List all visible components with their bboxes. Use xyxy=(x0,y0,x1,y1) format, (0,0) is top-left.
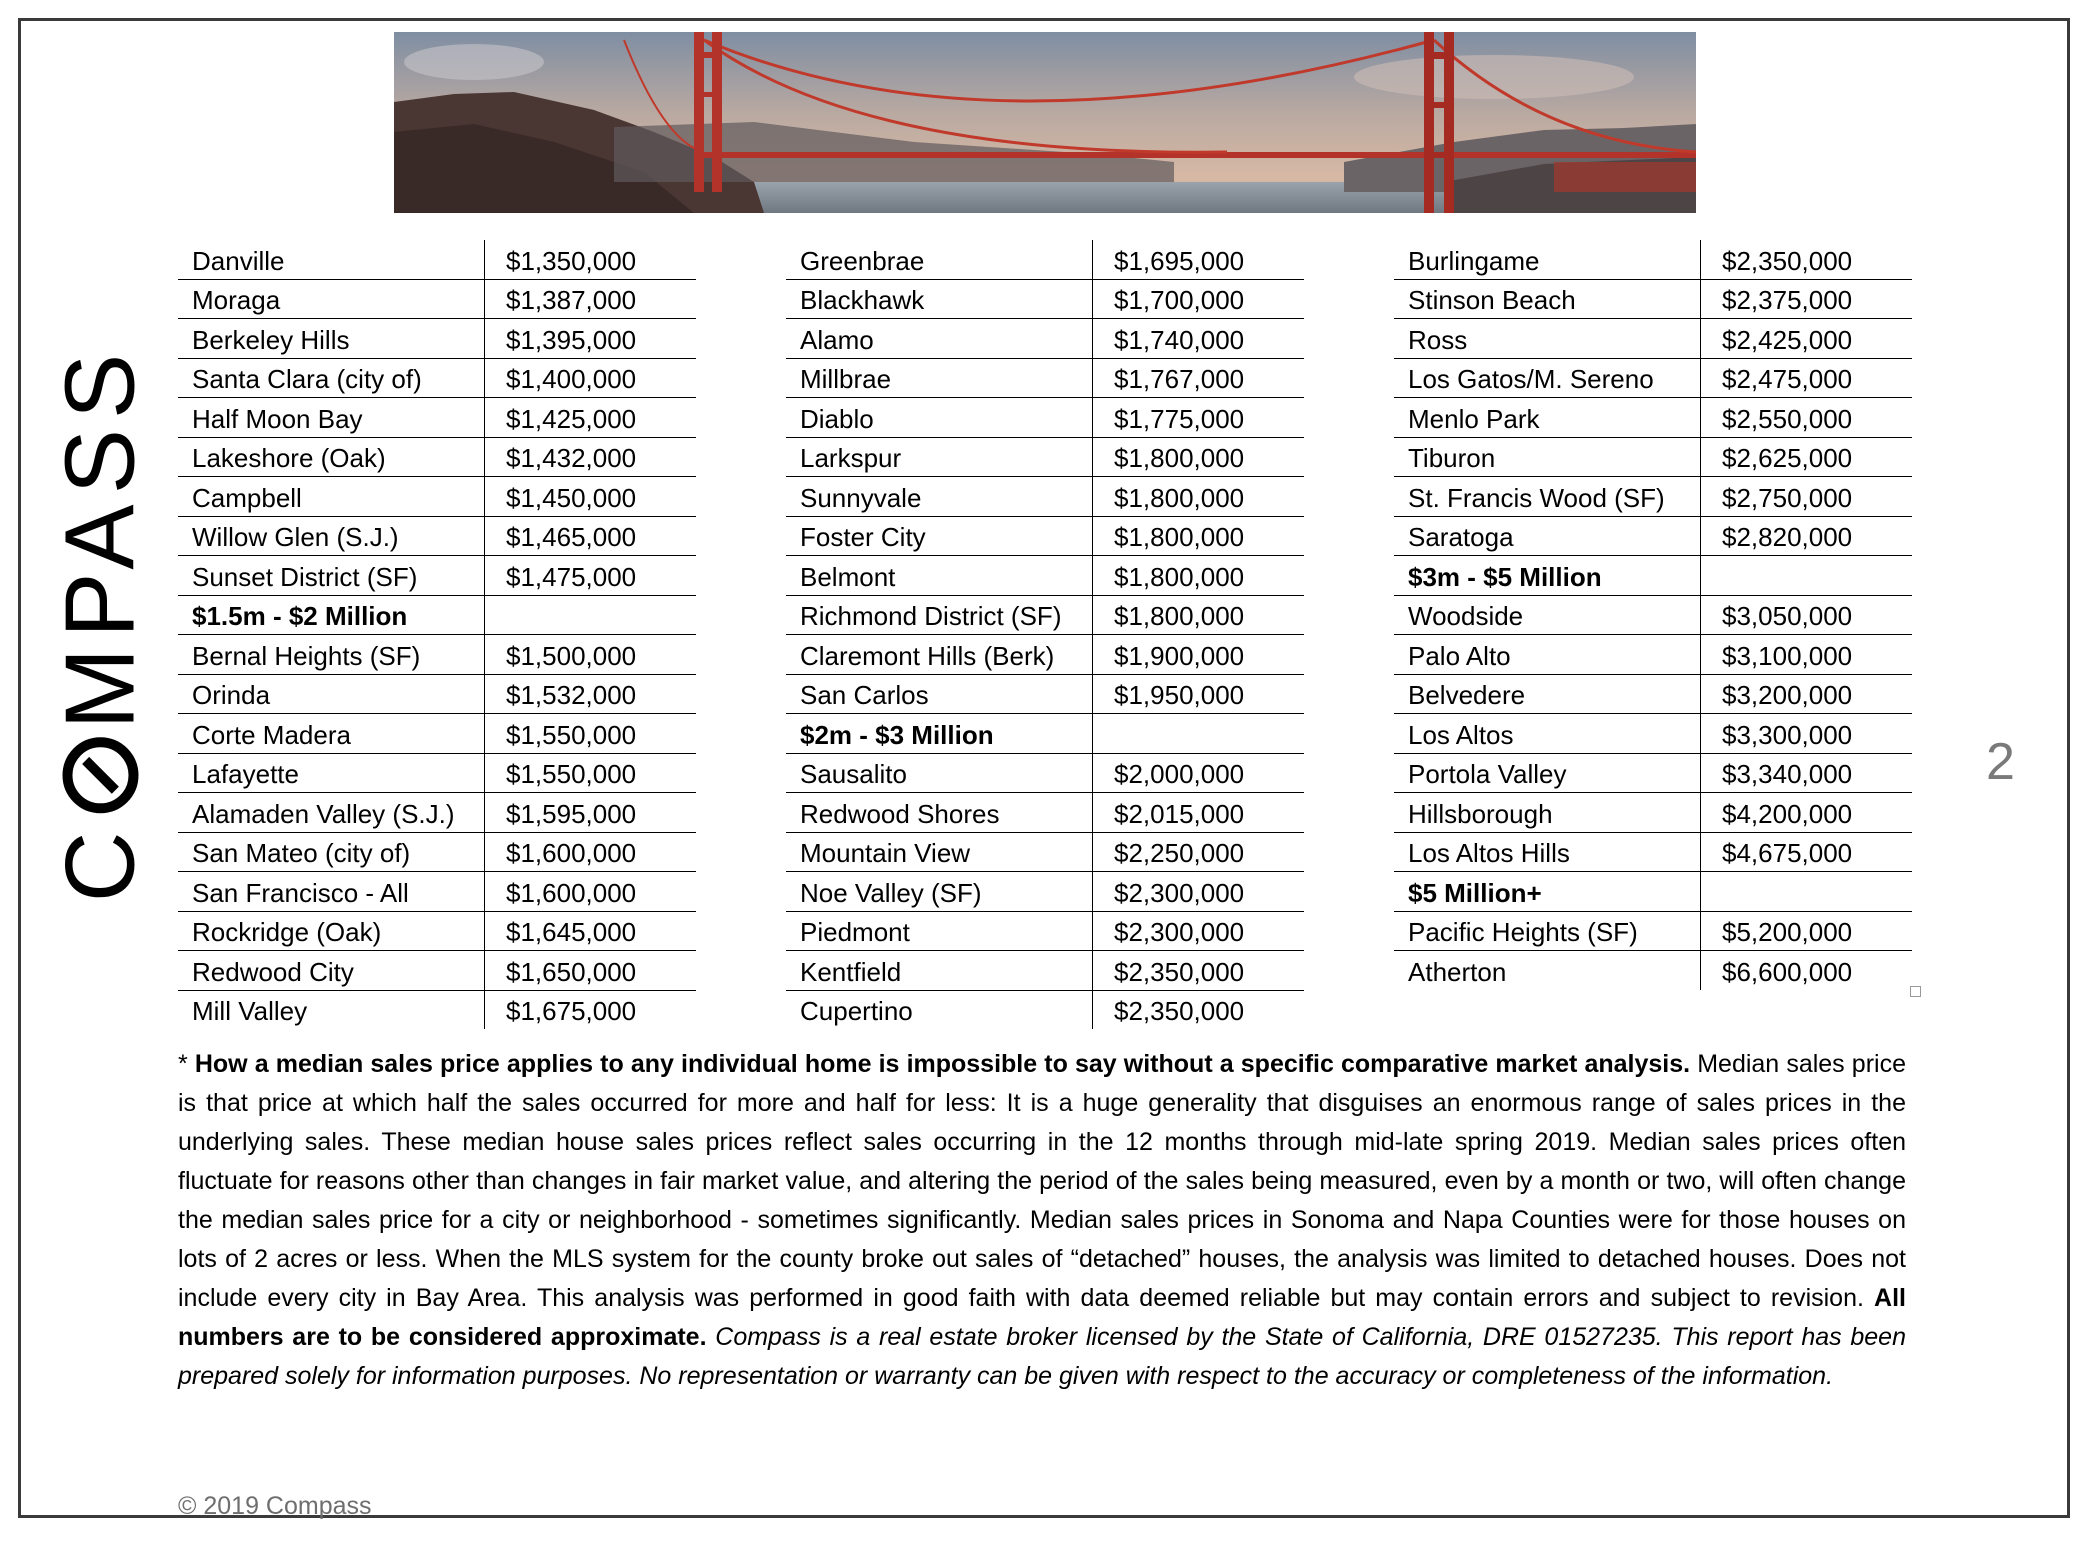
table-row xyxy=(1394,911,1912,951)
median-price: $2,375,000 xyxy=(1701,279,1913,319)
median-price: $2,300,000 xyxy=(1093,872,1305,912)
price-table-column-3 xyxy=(1394,240,1912,990)
compass-logo: C MPASS xyxy=(44,343,155,903)
median-price: $6,600,000 xyxy=(1722,956,1853,987)
table-row xyxy=(178,556,696,596)
median-price: $2,350,000 xyxy=(1701,240,1913,279)
table-row xyxy=(178,477,696,517)
median-price: $1,600,000 xyxy=(485,832,697,872)
table-row xyxy=(178,793,696,833)
median-price: $1,395,000 xyxy=(485,319,697,359)
table-row xyxy=(178,951,696,991)
median-price: $1,500,000 xyxy=(485,635,697,675)
table-row xyxy=(786,832,1304,872)
table-row xyxy=(786,437,1304,477)
table-row xyxy=(786,398,1304,438)
table-row xyxy=(178,635,696,675)
city-name: Mill Valley xyxy=(178,990,485,1029)
city-name: Millbrae xyxy=(786,358,1093,398)
city-name: Foster City xyxy=(786,516,1093,556)
median-price: $2,350,000 xyxy=(1093,951,1305,991)
price-tier-header-row xyxy=(1394,556,1912,596)
median-price: $1,350,000 xyxy=(485,240,697,279)
city-name: Blackhawk xyxy=(786,279,1093,319)
price-tier-label: $3m - $5 Million xyxy=(1394,556,1701,596)
median-price: $1,475,000 xyxy=(485,556,697,596)
table-row xyxy=(1394,674,1912,714)
table-resize-handle xyxy=(1910,986,1921,997)
median-price: $1,400,000 xyxy=(485,358,697,398)
median-price: $1,450,000 xyxy=(485,477,697,517)
median-price: $2,550,000 xyxy=(1701,398,1913,438)
median-price: $1,775,000 xyxy=(1093,398,1305,438)
table-row xyxy=(178,911,696,951)
city-name: Sausalito xyxy=(786,753,1093,793)
table-row xyxy=(786,635,1304,675)
table-row xyxy=(1394,951,1912,990)
median-price: $1,675,000 xyxy=(506,996,637,1026)
city-name: Half Moon Bay xyxy=(178,398,485,438)
median-price: $4,200,000 xyxy=(1701,793,1913,833)
table-row xyxy=(1394,832,1912,872)
table-row xyxy=(178,753,696,793)
price-table-column-2 xyxy=(786,240,1304,1029)
median-price: $3,050,000 xyxy=(1701,595,1913,635)
table-row xyxy=(786,793,1304,833)
city-name: Piedmont xyxy=(786,911,1093,951)
median-price xyxy=(1701,556,1913,596)
table-row xyxy=(1394,595,1912,635)
median-price xyxy=(1093,714,1305,754)
table-row xyxy=(1394,793,1912,833)
table-row xyxy=(786,911,1304,951)
table-row xyxy=(178,398,696,438)
median-price: $3,200,000 xyxy=(1701,674,1913,714)
median-price: $2,625,000 xyxy=(1701,437,1913,477)
disclaimer-star: * xyxy=(178,1050,195,1078)
price-tier-header-row xyxy=(178,595,696,635)
median-price: $1,550,000 xyxy=(485,753,697,793)
city-name: San Mateo (city of) xyxy=(178,832,485,872)
city-name: Alamo xyxy=(786,319,1093,359)
city-name: Portola Valley xyxy=(1394,753,1701,793)
median-price: $2,250,000 xyxy=(1093,832,1305,872)
table-row xyxy=(178,832,696,872)
table-row xyxy=(786,240,1304,279)
table-row xyxy=(1394,635,1912,675)
median-price: $1,900,000 xyxy=(1093,635,1305,675)
price-tier-label: $1.5m - $2 Million xyxy=(178,595,485,635)
city-name: Atherton xyxy=(1394,951,1701,990)
city-name: Claremont Hills (Berk) xyxy=(786,635,1093,675)
city-name: Redwood Shores xyxy=(786,793,1093,833)
median-price: $2,015,000 xyxy=(1093,793,1305,833)
median-price: $1,695,000 xyxy=(1093,240,1305,279)
price-tier-label: $5 Million+ xyxy=(1394,872,1701,912)
median-price: $2,750,000 xyxy=(1701,477,1913,517)
table-row xyxy=(178,240,696,279)
table-row xyxy=(1394,240,1912,279)
median-price: $2,000,000 xyxy=(1093,753,1305,793)
copyright-notice: © 2019 Compass xyxy=(178,1492,372,1520)
city-name: Greenbrae xyxy=(786,240,1093,279)
median-price: $1,950,000 xyxy=(1093,674,1305,714)
city-name: San Francisco - All xyxy=(178,872,485,912)
table-row xyxy=(178,516,696,556)
disclaimer-italic: Compass is a real estate broker licensed by the State of California, DRE 01527235. This report has been prepared solely for information purposes. No representation or warranty can be given with respect to the accuracy or completeness of the information. xyxy=(178,1323,1906,1390)
table-row xyxy=(178,279,696,319)
table-row xyxy=(786,674,1304,714)
table-row xyxy=(178,872,696,912)
city-name: Mountain View xyxy=(786,832,1093,872)
city-name: Palo Alto xyxy=(1394,635,1701,675)
table-row xyxy=(1394,319,1912,359)
city-name: Sunset District (SF) xyxy=(178,556,485,596)
median-price: $1,800,000 xyxy=(1093,437,1305,477)
city-name: Corte Madera xyxy=(178,714,485,754)
table-row xyxy=(786,279,1304,319)
table-row xyxy=(786,556,1304,596)
table-row xyxy=(786,477,1304,517)
median-price: $5,200,000 xyxy=(1701,911,1913,951)
city-name: Belvedere xyxy=(1394,674,1701,714)
city-name: San Carlos xyxy=(786,674,1093,714)
table-row xyxy=(786,516,1304,556)
city-name: Bernal Heights (SF) xyxy=(178,635,485,675)
city-name: Belmont xyxy=(786,556,1093,596)
table-row xyxy=(786,990,1304,1029)
city-name: Alamaden Valley (S.J.) xyxy=(178,793,485,833)
table-row xyxy=(786,753,1304,793)
city-name: Noe Valley (SF) xyxy=(786,872,1093,912)
city-name: Tiburon xyxy=(1394,437,1701,477)
median-price: $1,595,000 xyxy=(485,793,697,833)
table-row xyxy=(1394,437,1912,477)
disclaimer-body: Median sales price is that price at which half the sales occurred for more and half for less: It is a huge generality that disguises an enormous range of sales prices in the underlying sales. These median house sales prices reflect sales occurring in the 12 months through mid-late spring 2019. Median sales prices often fluctuate for reasons other than changes in fair market value, and altering the period of the sales being measured, even by a month or two, will often change the median sales price for a city or neighborhood - sometimes significantly. Median sales prices in Sonoma and Napa Counties were for those houses on lots of 2 acres or less. When the MLS system for the county broke out sales of “detached” houses, the analysis was limited to detached houses. Does not include every city in Bay Area. This analysis was performed in good faith with data deemed reliable but may contain errors and subject to revision. xyxy=(178,1050,1906,1312)
city-name: Kentfield xyxy=(786,951,1093,991)
median-price: $2,300,000 xyxy=(1093,911,1305,951)
price-table-column-1 xyxy=(178,240,696,1029)
median-price: $1,767,000 xyxy=(1093,358,1305,398)
table-row xyxy=(786,358,1304,398)
median-price: $2,475,000 xyxy=(1701,358,1913,398)
table-row xyxy=(1394,398,1912,438)
median-price: $1,432,000 xyxy=(485,437,697,477)
city-name: Moraga xyxy=(178,279,485,319)
city-name: Los Gatos/M. Sereno xyxy=(1394,358,1701,398)
city-name: Larkspur xyxy=(786,437,1093,477)
table-row xyxy=(786,872,1304,912)
table-row xyxy=(786,595,1304,635)
city-name: Berkeley Hills xyxy=(178,319,485,359)
city-name: Richmond District (SF) xyxy=(786,595,1093,635)
table-row xyxy=(178,358,696,398)
table-row xyxy=(786,951,1304,991)
median-price: $1,800,000 xyxy=(1093,595,1305,635)
median-price xyxy=(1701,872,1913,912)
table-row xyxy=(178,714,696,754)
disclaimer-bold-tail: All numbers are to be considered approximate. xyxy=(178,1284,1906,1351)
city-name: Ross xyxy=(1394,319,1701,359)
median-price: $1,425,000 xyxy=(485,398,697,438)
golden-gate-banner-image xyxy=(394,32,1696,213)
median-price: $1,800,000 xyxy=(1093,556,1305,596)
city-name: Willow Glen (S.J.) xyxy=(178,516,485,556)
median-price: $2,425,000 xyxy=(1701,319,1913,359)
median-price: $1,740,000 xyxy=(1093,319,1305,359)
price-tier-label: $2m - $3 Million xyxy=(786,714,1093,754)
city-name: Stinson Beach xyxy=(1394,279,1701,319)
median-price: $1,645,000 xyxy=(485,911,697,951)
city-name: Rockridge (Oak) xyxy=(178,911,485,951)
city-name: Burlingame xyxy=(1394,240,1701,279)
median-price xyxy=(485,595,697,635)
city-name: Cupertino xyxy=(786,990,1093,1029)
page-number: 2 xyxy=(1986,733,2015,791)
city-name: Sunnyvale xyxy=(786,477,1093,517)
median-price: $3,340,000 xyxy=(1701,753,1913,793)
city-name: Menlo Park xyxy=(1394,398,1701,438)
disclaimer-bold-lead: How a median sales price applies to any individual home is impossible to say without a specific comparative market analysis. xyxy=(194,1050,1691,1078)
table-row xyxy=(1394,753,1912,793)
median-price: $1,800,000 xyxy=(1093,477,1305,517)
city-name: Santa Clara (city of) xyxy=(178,358,485,398)
price-tier-header-row xyxy=(786,714,1304,754)
compass-o-icon xyxy=(62,738,138,814)
median-price: $1,465,000 xyxy=(485,516,697,556)
median-price: $1,387,000 xyxy=(485,279,697,319)
city-name: Lafayette xyxy=(178,753,485,793)
median-price: $1,550,000 xyxy=(485,714,697,754)
table-row xyxy=(1394,516,1912,556)
city-name: Lakeshore (Oak) xyxy=(178,437,485,477)
median-price: $1,600,000 xyxy=(485,872,697,912)
city-name: Saratoga xyxy=(1394,516,1701,556)
median-price: $4,675,000 xyxy=(1701,832,1913,872)
city-name: Woodside xyxy=(1394,595,1701,635)
table-row xyxy=(178,674,696,714)
median-price: $1,650,000 xyxy=(485,951,697,991)
city-name: St. Francis Wood (SF) xyxy=(1394,477,1701,517)
disclaimer-text xyxy=(178,1045,1906,1396)
city-name: Orinda xyxy=(178,674,485,714)
city-name: Danville xyxy=(178,240,485,279)
table-row xyxy=(178,437,696,477)
city-name: Redwood City xyxy=(178,951,485,991)
city-name: Hillsborough xyxy=(1394,793,1701,833)
table-row xyxy=(178,319,696,359)
median-price: $1,800,000 xyxy=(1093,516,1305,556)
city-name: Los Altos Hills xyxy=(1394,832,1701,872)
city-name: Diablo xyxy=(786,398,1093,438)
price-tier-header-row xyxy=(1394,872,1912,912)
city-name: Campbell xyxy=(178,477,485,517)
table-row xyxy=(1394,279,1912,319)
median-price: $2,820,000 xyxy=(1701,516,1913,556)
median-price: $3,100,000 xyxy=(1701,635,1913,675)
table-row xyxy=(1394,477,1912,517)
median-price: $1,532,000 xyxy=(485,674,697,714)
table-row xyxy=(178,990,696,1029)
city-name: Los Altos xyxy=(1394,714,1701,754)
median-price: $1,700,000 xyxy=(1093,279,1305,319)
table-row xyxy=(1394,714,1912,754)
table-row xyxy=(1394,358,1912,398)
city-name: Pacific Heights (SF) xyxy=(1394,911,1701,951)
table-row xyxy=(786,319,1304,359)
median-price: $3,300,000 xyxy=(1701,714,1913,754)
median-price: $2,350,000 xyxy=(1114,996,1245,1026)
